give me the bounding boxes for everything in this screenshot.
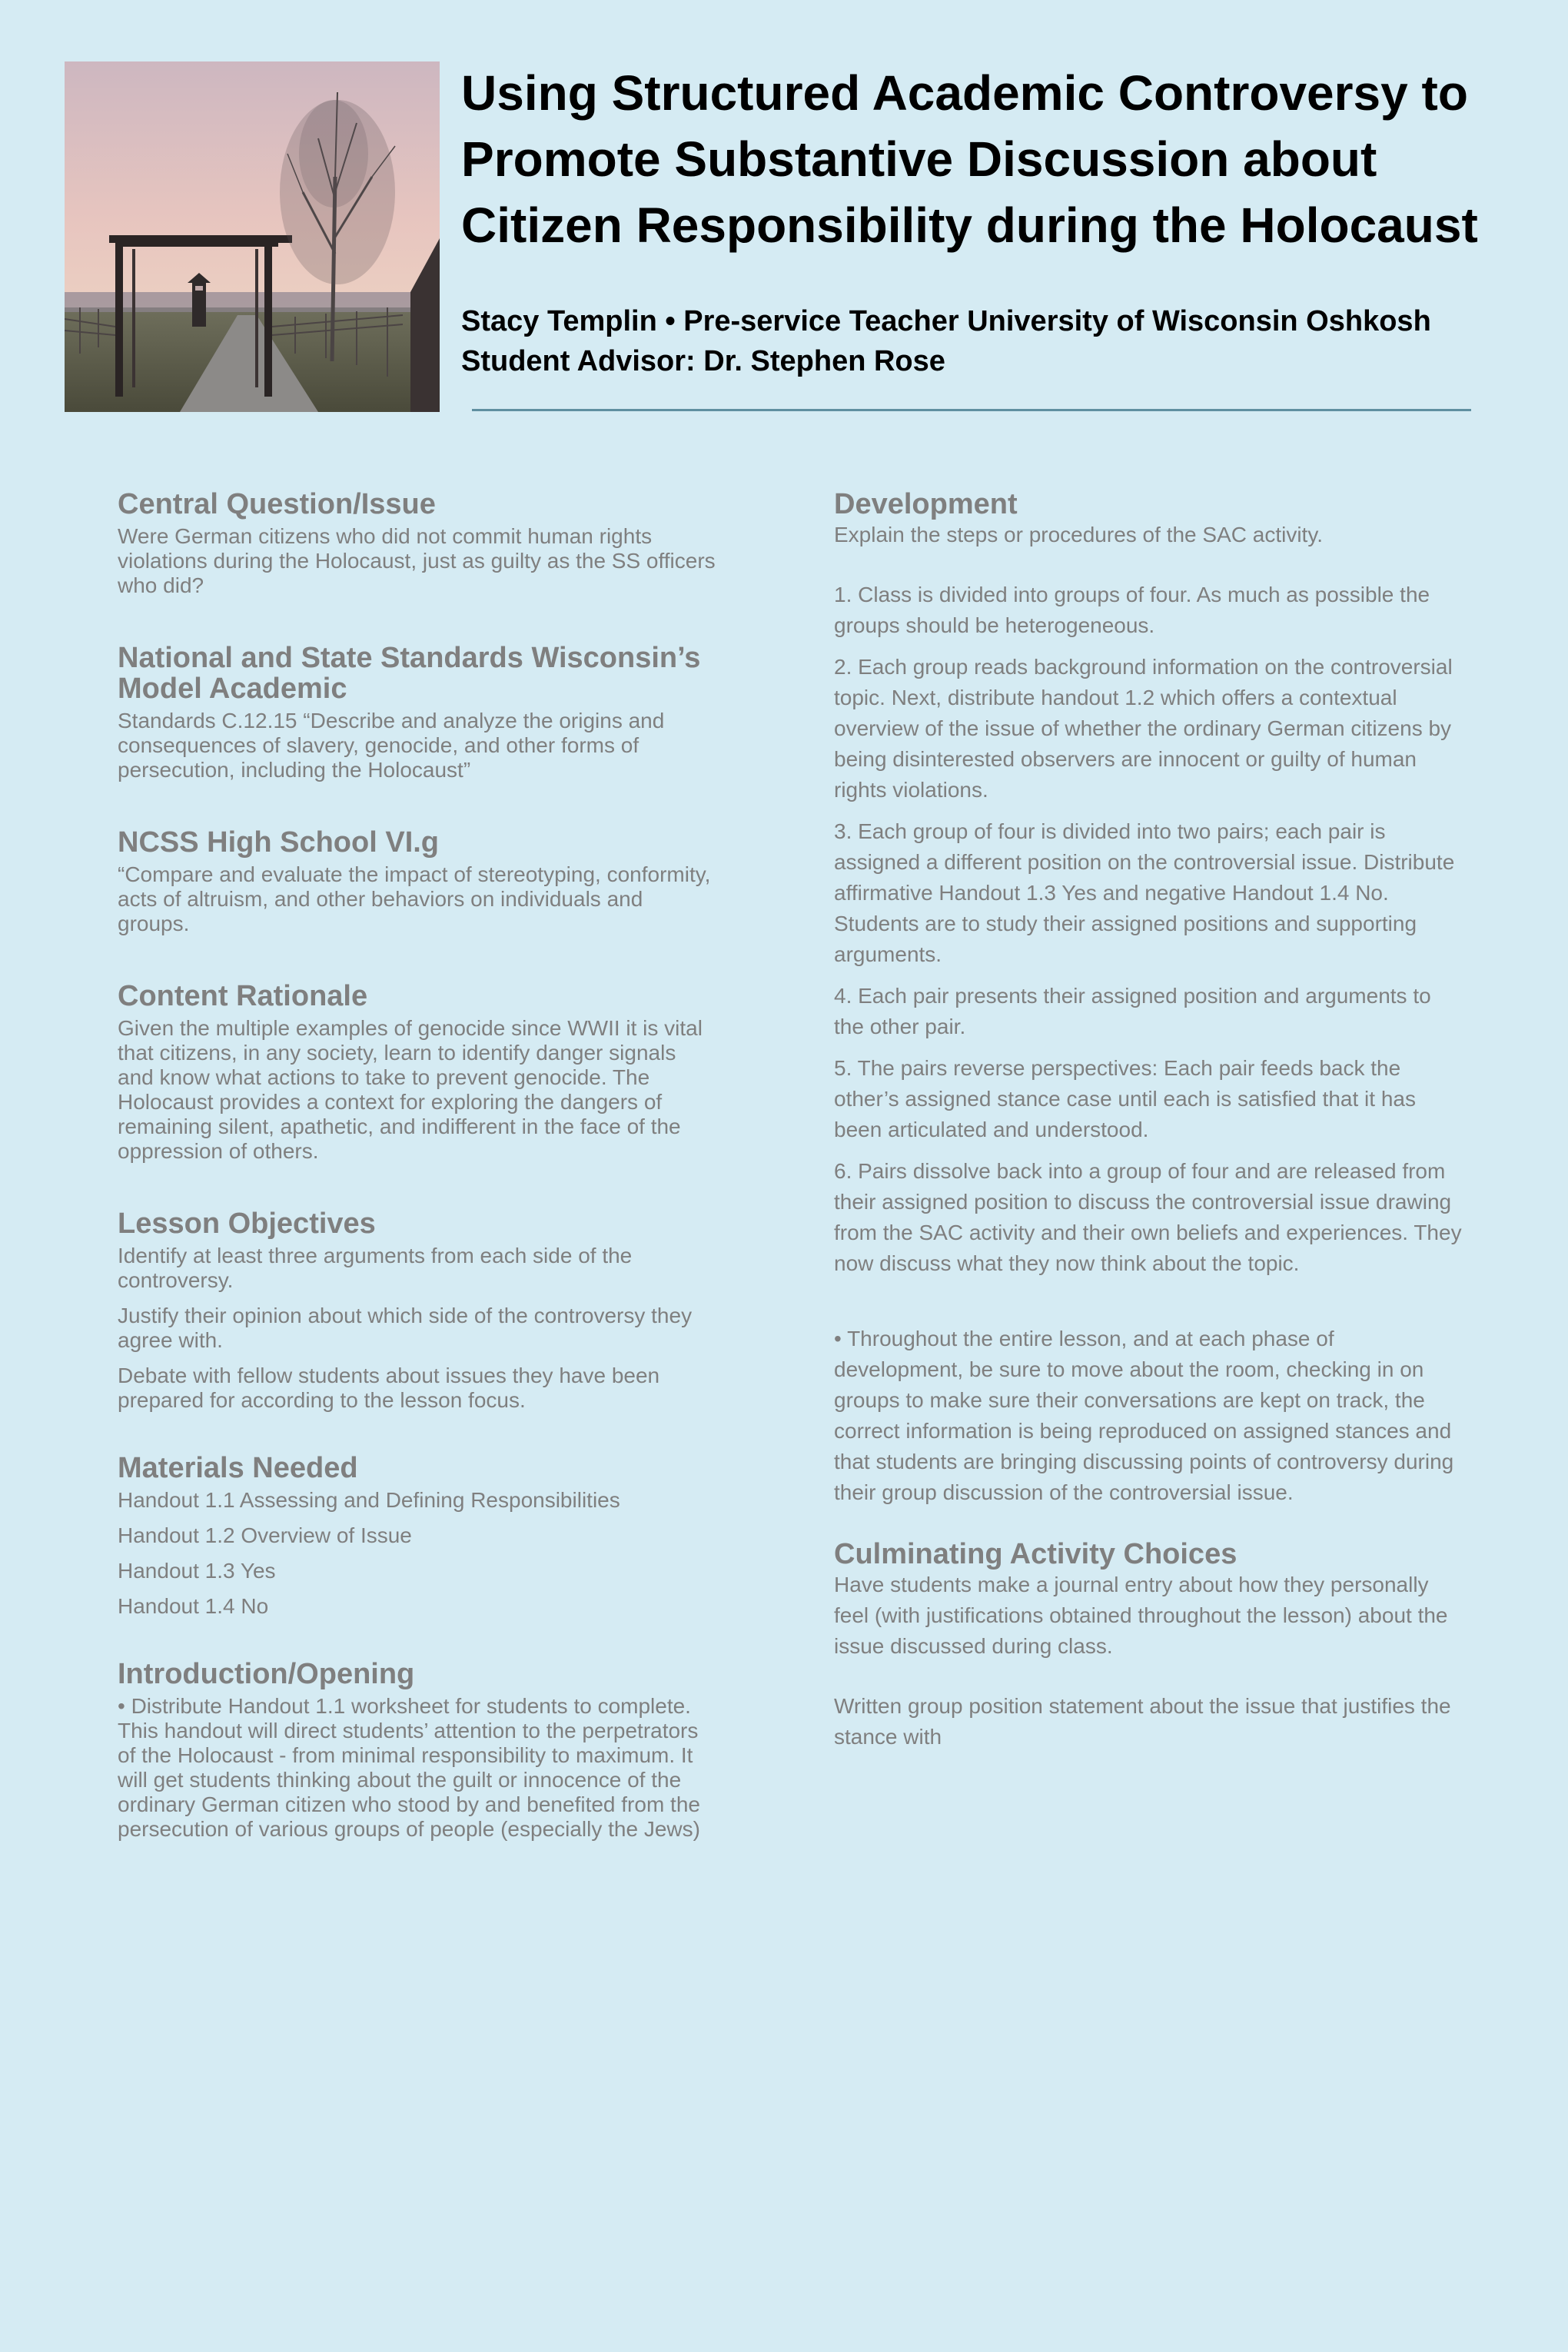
section-body: • Distribute Handout 1.1 worksheet for students to complete. This handout will direct students’ attention to the perpetrators of the Holocaust - from minimal responsibility to maximum. It will get students thinking about the guilt or innocence of the ordinary German citizen who stood by and benefited from the persecution of various groups of people (especially the Jews) [118,1694,700,1841]
material-item: Handout 1.3 Yes [118,1559,276,1583]
header-photo-gate [65,61,440,412]
development-step: 4. Each pair presents their assigned position and arguments to the other pair. [834,984,1431,1038]
camp-gate-photo [65,61,440,412]
section-body: Given the multiple examples of genocide since WWII it is vital that citizens, in any society, learn to identify danger signals and know what actions to take to prevent genocide. The Holocaust provides a context for exploring the dangers of remaining silent, apathetic, and indifferent in the face of the oppression of others. [118,1016,703,1163]
section-title: Materials Needed [118,1452,358,1484]
section-lesson-objectives [118,1208,717,1413]
advisor-line: Student Advisor: Dr. Stephen Rose [461,345,945,377]
left-column [118,489,717,1886]
development-step: 3. Each group of four is divided into two pairs; each pair is assigned a different position on the controversial issue. Distribute affirmative Handout 1.3 Yes and negative Handout 1.4 No. Students are to study their assigned positions and supporting arguments. [834,819,1455,966]
material-item: Handout 1.2 Overview of Issue [118,1523,412,1547]
section-body: “Compare and evaluate the impact of stereotyping, conformity, acts of altruism, and other behaviors on individuals and groups. [118,862,711,935]
development-step: 2. Each group reads background information on the controversial topic. Next, distribute handout 1.2 which offers a contextual overview of the issue of whether the ordinary German citizens by being disinterested observers are innocent or guilty of human rights violations. [834,655,1453,802]
section-body: Were German citizens who did not commit human rights violations during the Holocaust, just as guilty as the SS officers who did? [118,524,716,597]
section-title: Central Question/Issue [118,488,436,520]
section-development [834,489,1464,1508]
section-title: National and State Standards Wisconsin’s Model Academic [118,642,701,705]
section-standards [118,643,717,782]
culminating-item: Have students make a journal entry about how they personally feel (with justifications obtained throughout the lesson) about the issue discussed during class. [834,1573,1448,1658]
material-item: Handout 1.1 Assessing and Defining Responsibilities [118,1488,620,1512]
section-central-question [118,489,717,598]
culminating-item: Written group position statement about the issue that justifies the stance with [834,1694,1451,1749]
right-column [834,489,1464,1752]
development-note: • Throughout the entire lesson, and at each phase of development, be sure to move about the room, checking in on groups to make sure their conversations are kept on track, the correct information is being reproduced on assigned stances and that students are bringing discussing points of controversy during their group discussion of the controversial issue. [834,1327,1454,1504]
development-step: 1. Class is divided into groups of four. As much as possible the groups should be heterogeneous. [834,583,1430,637]
author-block [461,301,1553,381]
development-intro: Explain the steps or procedures of the SAC activity. [834,523,1324,546]
objective-item: Identify at least three arguments from each side of the controversy. [118,1244,633,1292]
header-divider [472,409,1471,411]
author-line: Stacy Templin • Pre-service Teacher University of Wisconsin Oshkosh [461,305,1431,337]
development-step: 5. The pairs reverse perspectives: Each pair feeds back the other’s assigned stance case until each is satisfied that it has been articulated and understood. [834,1056,1416,1141]
poster-title [461,60,1522,258]
material-item: Handout 1.4 No [118,1594,269,1618]
section-introduction [118,1659,717,1842]
section-title: Culminating Activity Choices [834,1538,1237,1570]
section-body: Standards C.12.15 “Describe and analyze the origins and consequences of slavery, genocide, and other forms of persecution, including the Holocaust” [118,709,665,782]
development-step: 6. Pairs dissolve back into a group of four and are released from their assigned position to discuss the controversial issue drawing from the SAC activity and their own beliefs and experiences. They now discuss what they now think about the topic. [834,1159,1462,1275]
title-line: Citizen Responsibility during the Holocaust [461,198,1478,253]
title-line: Using Structured Academic Controversy to [461,65,1468,121]
section-content-rationale [118,981,717,1164]
section-title: Introduction/Opening [118,1658,415,1690]
objective-item: Justify their opinion about which side of the controversy they agree with. [118,1304,693,1352]
section-ncss [118,827,717,936]
objective-item: Debate with fellow students about issues they have been prepared for according to the lesson focus. [118,1364,660,1412]
section-title: NCSS High School VI.g [118,826,440,859]
section-culminating-activity [834,1539,1464,1752]
section-materials-needed [118,1453,717,1619]
section-title: Lesson Objectives [118,1208,376,1240]
section-title: Development [834,488,1018,520]
title-line: Promote Substantive Discussion about [461,131,1377,187]
section-title: Content Rationale [118,980,368,1012]
